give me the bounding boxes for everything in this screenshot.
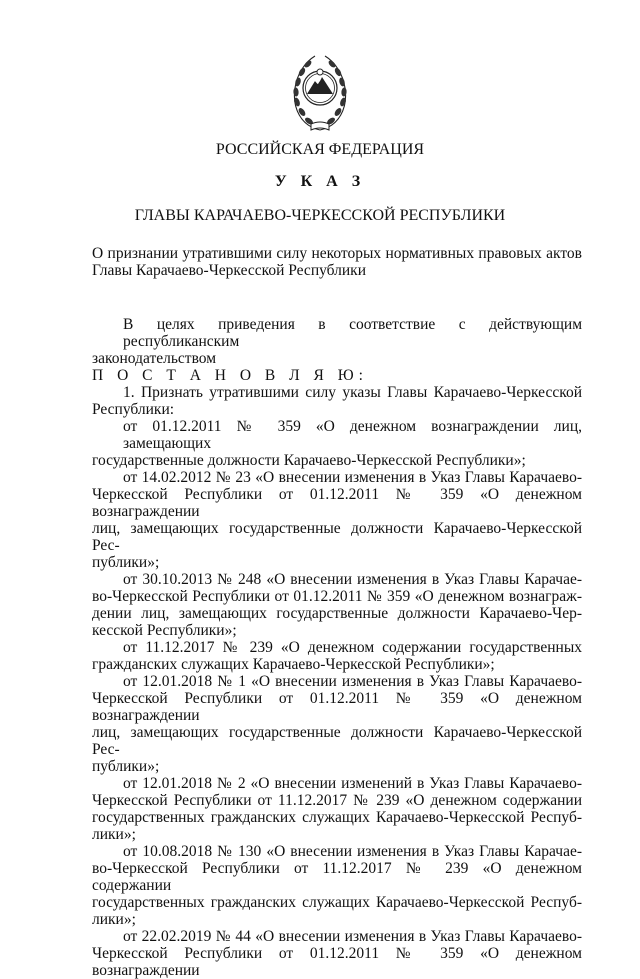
document-title xyxy=(92,245,582,279)
issuer-heading: ГЛАВЫ КАРАЧАЕВО-ЧЕРКЕССКОЙ РЕСПУБЛИКИ xyxy=(134,207,506,224)
body-line: 1. Признать утратившими силу указы Главы Карачаево-Черкесской xyxy=(123,384,582,401)
body-line: лики»; xyxy=(92,911,136,928)
body-line: законодательством xyxy=(92,350,217,367)
body-line: лики»; xyxy=(92,826,136,843)
body-line: во-Черкесской Республики от 01.12.2011 № 359 «О денежном вознаграж- xyxy=(92,588,582,605)
body-line: Черкесской Республики от 01.12.2011 № 359 «О денежном вознаграждении xyxy=(92,690,582,724)
country-heading: РОССИЙСКАЯ ФЕДЕРАЦИЯ xyxy=(215,141,425,158)
body-line: от 12.01.2018 № 2 «О внесении изменений в Указ Главы Карачаево- xyxy=(123,775,582,792)
body-line: кесской Республики»; xyxy=(92,622,237,639)
body-line: Черкесской Республики от 11.12.2017 № 239 «О денежном содержании xyxy=(92,792,582,809)
title-line: Главы Карачаево-Черкесской Республики xyxy=(92,262,367,279)
body-line: лиц, замещающих государственные должности Карачаево-Черкесской Рес- xyxy=(92,520,582,554)
body-line: публики»; xyxy=(92,758,160,775)
body-line: Черкесской Республики от 01.12.2011 № 359 «О денежном вознаграждении xyxy=(92,945,582,979)
body-line: государственных гражданских служащих Карачаево-Черкесской Респуб- xyxy=(92,894,582,911)
body-line: от 22.02.2019 № 44 «О внесении изменения в Указ Главы Карачаево- xyxy=(123,928,582,945)
body-line: дении лиц, замещающих государственные должности Карачаево-Чер- xyxy=(92,605,582,622)
body-line: В целях приведения в соответствие с действующим республиканским xyxy=(123,316,582,350)
body-line: от 11.12.2017 № 239 «О денежном содержании государственных xyxy=(123,639,582,656)
body-line: от 30.10.2013 № 248 «О внесении изменения в Указ Главы Карачае- xyxy=(123,571,582,588)
body-line: Черкесской Республики от 01.12.2011 № 359 «О денежном вознаграждении xyxy=(92,486,582,520)
resolution-word: П О С Т А Н О В Л Я Ю: xyxy=(92,367,368,384)
body-line: от 01.12.2011 № 359 «О денежном вознаграждении лиц, замещающих xyxy=(123,418,582,452)
coat-of-arms-emblem xyxy=(289,50,351,134)
body-line: от 10.08.2018 № 130 «О внесении изменения в Указ Главы Карачае- xyxy=(123,843,582,860)
body-line: публики»; xyxy=(92,554,160,571)
body-line: лиц, замещающих государственные должности Карачаево-Черкесской Рес- xyxy=(92,724,582,758)
body-line: государственные должности Карачаево-Черкесской Республики»; xyxy=(92,452,526,469)
body-line: государственных гражданских служащих Карачаево-Черкесской Респуб- xyxy=(92,809,582,826)
body-line: Республики: xyxy=(92,401,175,418)
body-line: от 12.01.2018 № 1 «О внесении изменения в Указ Главы Карачаево- xyxy=(123,673,582,690)
document-type-heading: У К А З xyxy=(274,173,366,190)
body-line: гражданских служащих Карачаево-Черкесской Республики»; xyxy=(92,656,495,673)
body-line: во-Черкесской Республики от 11.12.2017 № 239 «О денежном содержании xyxy=(92,860,582,894)
title-line: О признании утратившими силу некоторых нормативных правовых актов xyxy=(92,245,582,262)
document-body xyxy=(92,316,582,979)
body-line: от 14.02.2012 № 23 «О внесении изменения в Указ Главы Карачаево- xyxy=(123,469,582,486)
